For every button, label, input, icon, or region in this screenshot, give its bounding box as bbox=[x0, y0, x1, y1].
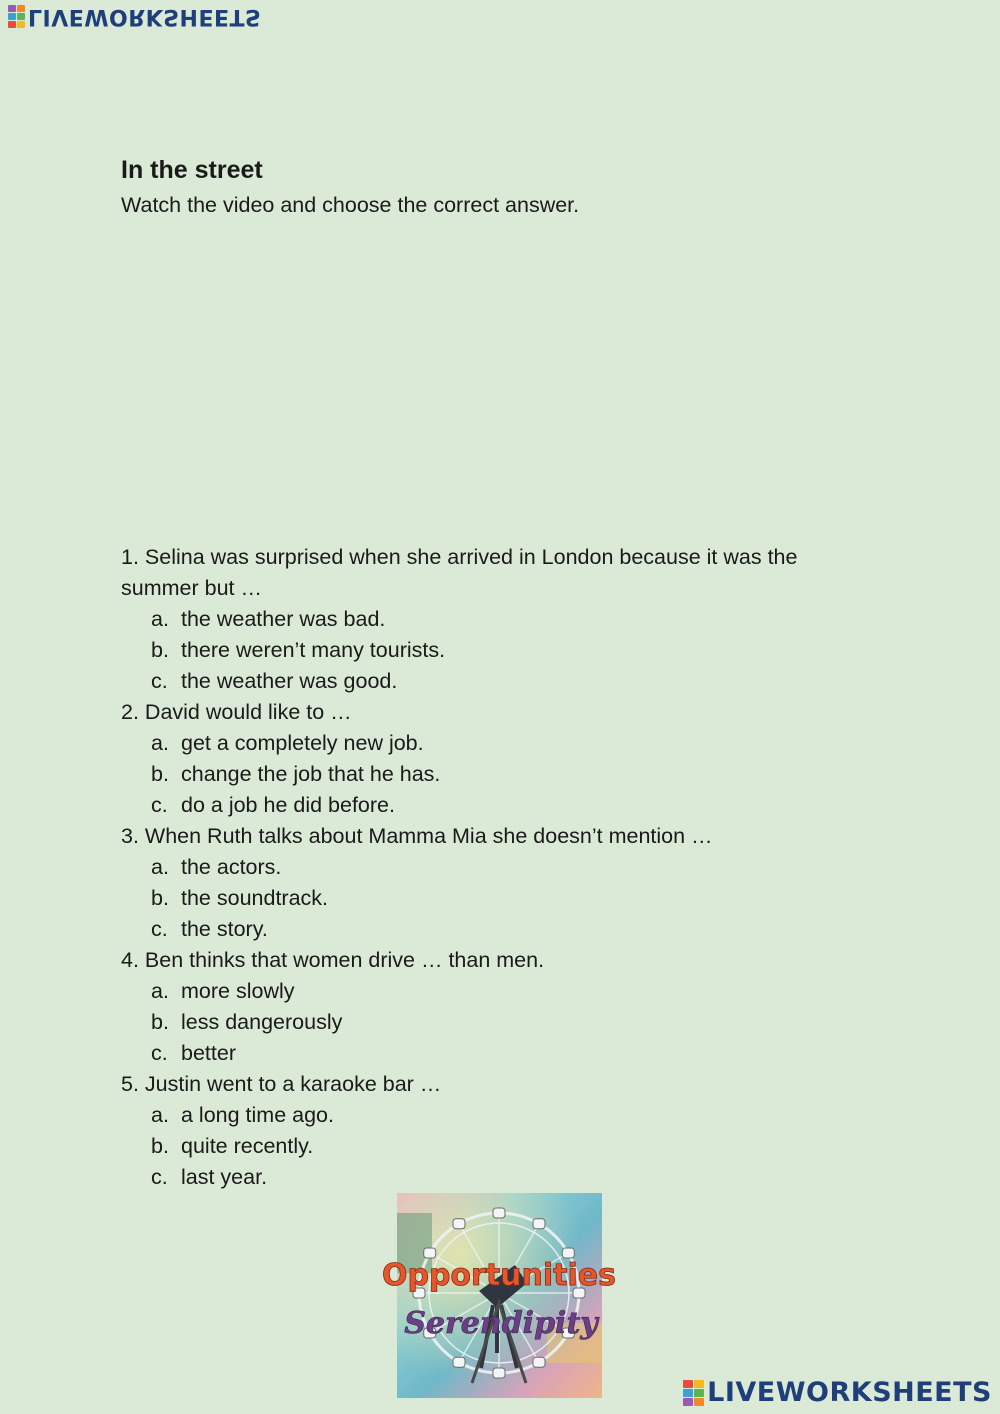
wheel-cabin bbox=[453, 1357, 465, 1367]
question-5-text: 5. Justin went to a karaoke bar … bbox=[121, 1072, 442, 1096]
question-3-options bbox=[121, 852, 881, 945]
question-1-options bbox=[121, 604, 881, 697]
option-2a[interactable]: a. get a completely new job. bbox=[151, 731, 424, 755]
question-2-options bbox=[121, 728, 881, 821]
wheel-cabin bbox=[562, 1248, 574, 1258]
ferris-wheel-icon bbox=[381, 1193, 617, 1398]
question-5-options bbox=[121, 1100, 881, 1193]
option-2b[interactable]: b. change the job that he has. bbox=[151, 762, 441, 786]
option-1a[interactable]: a. the weather was bad. bbox=[151, 607, 386, 631]
logo-blocks-icon bbox=[683, 1380, 704, 1406]
question-item bbox=[121, 1069, 881, 1193]
question-item bbox=[121, 542, 881, 697]
option-5c[interactable]: c. last year. bbox=[151, 1165, 268, 1189]
option-3c[interactable]: c. the story. bbox=[151, 917, 268, 941]
illustration-word-top: Opportunities bbox=[381, 1258, 617, 1293]
option-1c[interactable]: c. the weather was good. bbox=[151, 669, 398, 693]
option-4c[interactable]: c. better bbox=[151, 1041, 236, 1065]
option-3a[interactable]: a. the actors. bbox=[151, 855, 282, 879]
question-4-text: 4. Ben thinks that women drive … than men. bbox=[121, 948, 545, 972]
option-2c[interactable]: c. do a job he did before. bbox=[151, 793, 395, 817]
wheel-cabin bbox=[453, 1219, 465, 1229]
wheel-cabin bbox=[493, 1208, 505, 1218]
option-1b[interactable]: b. there weren’t many tourists. bbox=[151, 638, 446, 662]
logo-blocks-icon bbox=[8, 5, 25, 28]
question-item bbox=[121, 697, 881, 821]
worksheet-title: In the street bbox=[121, 156, 263, 184]
question-2-text: 2. David would like to … bbox=[121, 700, 352, 724]
option-5a[interactable]: a. a long time ago. bbox=[151, 1103, 334, 1127]
opportunities-serendipity-image bbox=[381, 1193, 617, 1398]
question-4-options bbox=[121, 976, 881, 1069]
wheel-cabin bbox=[424, 1248, 436, 1258]
brand-logo-bottom bbox=[683, 1377, 992, 1408]
option-5b[interactable]: b. quite recently. bbox=[151, 1134, 314, 1158]
question-item bbox=[121, 945, 881, 1069]
question-list bbox=[121, 542, 881, 1193]
brand-name: LIVEWORKSHEETS bbox=[707, 1377, 992, 1408]
worksheet-instructions: Watch the video and choose the correct answer. bbox=[121, 193, 580, 217]
wheel-cabin bbox=[533, 1219, 545, 1229]
option-4b[interactable]: b. less dangerously bbox=[151, 1010, 343, 1034]
question-item bbox=[121, 821, 881, 945]
illustration-word-bottom: Serendipity bbox=[404, 1306, 598, 1341]
question-3-text: 3. When Ruth talks about Mamma Mia she doesn’t mention … bbox=[121, 824, 713, 848]
question-1-text: 1. Selina was surprised when she arrived in London because it was the summer but … bbox=[121, 545, 798, 600]
brand-logo-top bbox=[8, 4, 261, 29]
option-3b[interactable]: b. the soundtrack. bbox=[151, 886, 329, 910]
wheel-cabin bbox=[493, 1368, 505, 1378]
wheel-cabin bbox=[533, 1357, 545, 1367]
brand-name: LIVEWORKSHEETS bbox=[28, 4, 262, 29]
option-4a[interactable]: a. more slowly bbox=[151, 979, 295, 1003]
